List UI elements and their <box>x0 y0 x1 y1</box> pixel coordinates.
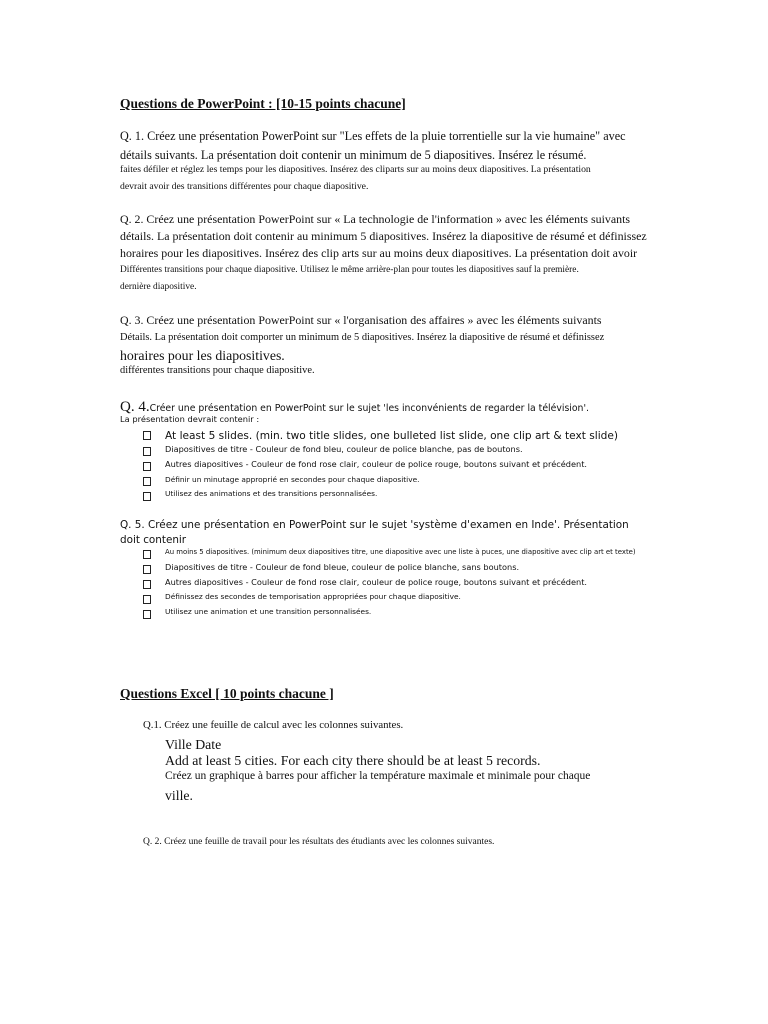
excel-q1-line-3: Add at least 5 cities. For each city there should be at least 5 records. <box>165 753 541 768</box>
bullet-box-icon <box>143 477 151 486</box>
ppt-q5-bullet-2: Diapositives de titre - Couleur de fond bleue, couleur de police blanche, sans boutons. <box>165 562 520 572</box>
ppt-q3-line-2: Détails. La présentation doit comporter un minimum de 5 diapositives. Insérez la diapositive de résumé et définissez <box>120 332 605 343</box>
ppt-q2-line-3: horaires pour les diapositives. Insérez des clip arts sur au moins deux diapositives. La présentation doit avoir <box>120 246 638 260</box>
ppt-q1-line-2: détails suivants. La présentation doit contenir un minimum de 5 diapositives. Insérez le résumé. <box>120 148 587 162</box>
bullet-box-icon <box>143 462 151 471</box>
ppt-q2-line-5: dernière diapositive. <box>120 282 197 292</box>
ppt-q4-number: Q. 4. <box>120 399 150 415</box>
ppt-q1-line-4: devrait avoir des transitions différentes pour chaque diapositive. <box>120 181 369 192</box>
ppt-q3-line-4: différentes transitions pour chaque diapositive. <box>120 365 315 376</box>
ppt-q2-line-4: Différentes transitions pour chaque diapositive. Utilisez le même arrière-plan pour toutes les diapositives sauf la première. <box>120 265 579 275</box>
bullet-box-icon <box>143 610 151 619</box>
bullet-box-icon <box>143 580 151 589</box>
ppt-q4-bullet-5: Utilisez des animations et des transitions personnalisées. <box>165 489 378 498</box>
ppt-q4-line-1: Créer une présentation en PowerPoint sur le sujet 'les inconvénients de regarder la télévision'. <box>149 403 589 414</box>
ppt-q4-line-2: La présentation devrait contenir : <box>120 414 260 424</box>
powerpoint-heading: Questions de PowerPoint : [10-15 points chacune] <box>120 96 406 111</box>
excel-q2-line-1: Q. 2. Créez une feuille de travail pour les résultats des étudiants avec les colonnes suivantes. <box>143 837 495 847</box>
bullet-box-icon <box>143 550 151 559</box>
bullet-box-icon <box>143 447 151 456</box>
ppt-q5-bullet-4: Définissez des secondes de temporisation appropriées pour chaque diapositive. <box>165 592 461 601</box>
excel-q1-line-1: Q.1. Créez une feuille de calcul avec les colonnes suivantes. <box>143 719 404 731</box>
ppt-q5-bullet-5: Utilisez une animation et une transition personnalisées. <box>165 607 372 616</box>
bullet-box-icon <box>143 431 151 440</box>
excel-q1-line-4: Créez un graphique à barres pour afficher la température maximale et minimale pour chaque <box>165 770 591 782</box>
ppt-q3-line-1: Q. 3. Créez une présentation PowerPoint sur « l'organisation des affaires » avec les éléments suivants <box>120 313 602 327</box>
excel-heading: Questions Excel [ 10 points chacune ] <box>120 686 334 701</box>
excel-q1-line-2: Ville Date <box>165 737 222 752</box>
ppt-q4-bullet-2: Diapositives de titre - Couleur de fond bleu, couleur de police blanche, pas de boutons. <box>165 444 523 454</box>
bullet-box-icon <box>143 492 151 501</box>
ppt-q1-line-3: faites défiler et réglez les temps pour les diapositives. Insérez des cliparts sur au moins deux diapositives. La présentation <box>120 164 591 175</box>
ppt-q5-bullet-3: Autres diapositives - Couleur de fond rose clair, couleur de police rouge, boutons suivant et précédent. <box>165 577 588 587</box>
bullet-box-icon <box>143 565 151 574</box>
ppt-q4-bullet-3: Autres diapositives - Couleur de fond rose clair, couleur de police rouge, boutons suivant et précédent. <box>165 459 588 469</box>
ppt-q4-bullet-4: Définir un minutage approprié en secondes pour chaque diapositive. <box>165 475 420 484</box>
ppt-q5-line-2: doit contenir <box>120 534 187 546</box>
ppt-q2-line-2: détails. La présentation doit contenir au minimum 5 diapositives. Insérez la diapositive de résumé et définissez <box>120 229 647 243</box>
ppt-q5-line-1: Q. 5. Créez une présentation en PowerPoint sur le sujet 'système d'examen en Inde'. Présentation <box>120 519 629 531</box>
ppt-q3-line-3: horaires pour les diapositives. <box>120 348 285 363</box>
ppt-q2-line-1: Q. 2. Créez une présentation PowerPoint sur « La technologie de l'information » avec les éléments suivants <box>120 212 631 226</box>
ppt-q5-bullet-1: Au moins 5 diapositives. (minimum deux diapositives titre, une diapositive avec une liste à puces, une diapositive avec clip art et texte) <box>165 548 636 556</box>
bullet-box-icon <box>143 595 151 604</box>
ppt-q4-bullet-1: At least 5 slides. (min. two title slides, one bulleted list slide, one clip art & text slide) <box>165 430 619 442</box>
ppt-q1-line-1: Q. 1. Créez une présentation PowerPoint sur "Les effets de la pluie torrentielle sur la vie humaine" avec <box>120 129 626 143</box>
excel-q1-line-5: ville. <box>165 788 193 803</box>
